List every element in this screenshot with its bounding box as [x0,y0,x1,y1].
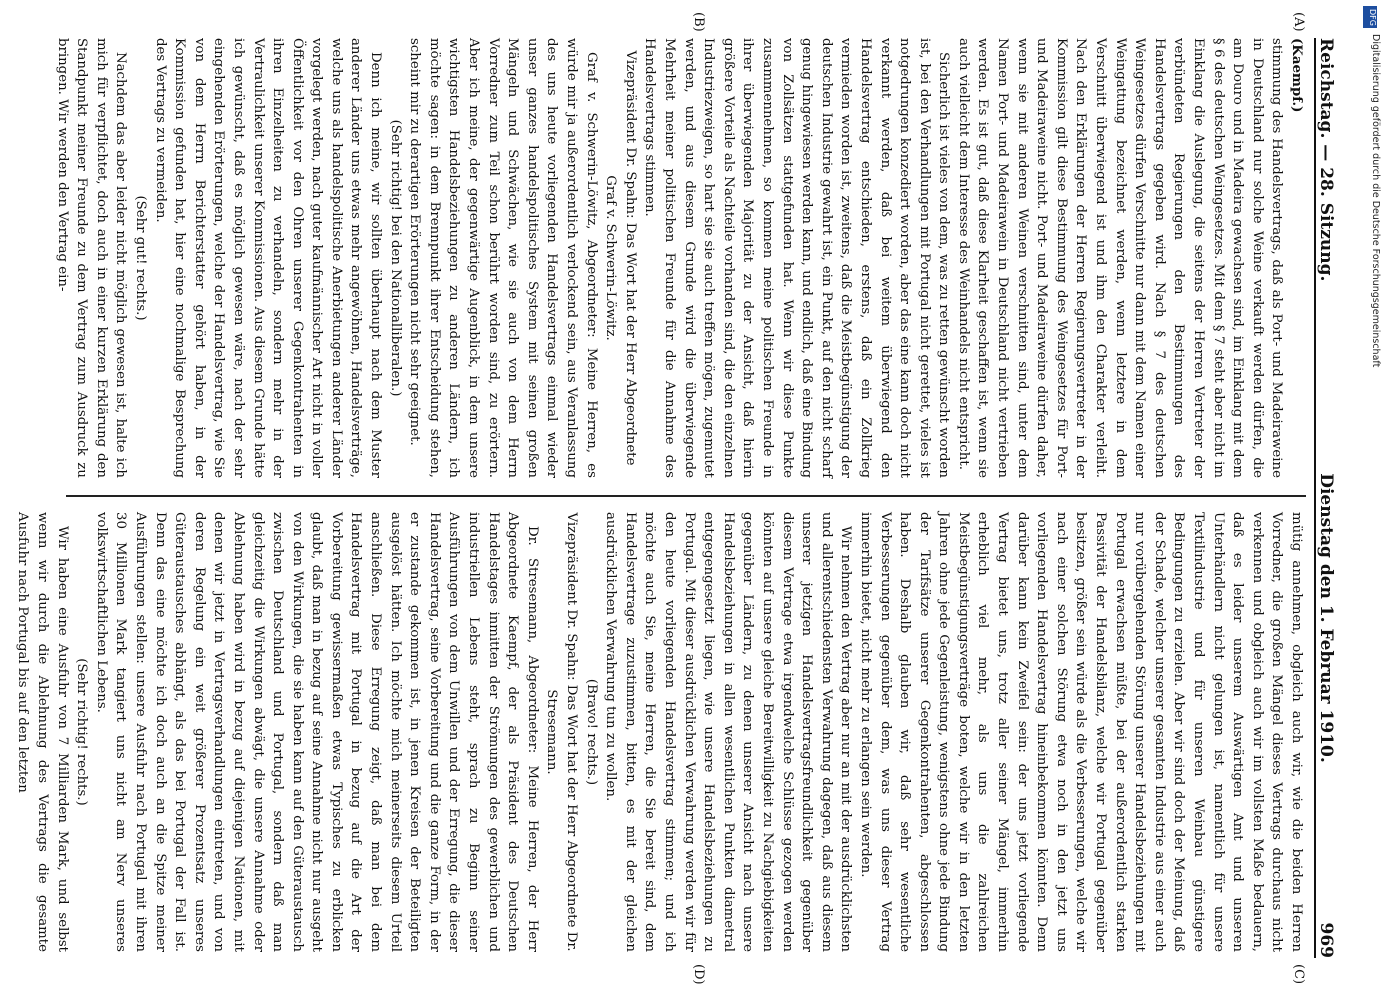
dfg-stamp: DFG [1363,6,1377,28]
paragraph: Graf v. Schwerin-Löwitz, Abgeordneter: Meine Herren, es würde mir ja außerordentlich verlockend sein, aus Veranlassung des uns heute vorliegenden Handelsvertrags einmal wieder unser ganzes handelspolitisches System mit seinen großen Mängeln und Schwächen, wie sie auch von dem Herrn Vorredner zum Teil schon berührt worden sind, zu erörtern. Aber ich meine, der gegenwärtige Augenblick, in dem unsere wichtigsten Handelsbeziehungen zu anderen Ländern, ich möchte sagen: in dem Brennpunkt ihrer Entscheidung stehen, scheint mir zu derartigen Erörterungen nicht sehr geeignet. [407,38,599,478]
speaker-tag: (Kaempf.) [1289,38,1304,113]
column-right [15,512,1306,952]
margin-marker-d: (D) [691,964,706,985]
chair-announcement: Vizepräsident Dr. Spahn: Das Wort hat der Herr Abgeordnete Graf v. Schwerin-Löwitz. [603,50,638,466]
interjection: (Sehr richtig! bei den Nationalliberalen.) [387,119,403,397]
page-header [1314,38,1346,958]
interjection: (Sehr richtig! rechts.) [74,658,90,806]
interjection: (Bravo! rechts.) [583,678,599,786]
paragraph: Wir nehmen den Vertrag aber nur an mit der ausdrücklichsten und allerentschiedensten Verwahrung dagegen, daß aus diesem unserer jetzigen Handelsvertragsfreundlichkeit gegenüber diesem Vertrage etwa irgendwelche Schlüsse gezogen werden könnten auf unsere gleiche Bereitwilligkeit zu Nachgiebigkeiten gegenüber Ländern, zu denen unserer Ansicht nach unsere Handelsbeziehungen in allen wesentlichen Punkten diametral entgegengesetzt liegen, wie unsere Handelsbeziehungen zu Portugal. Mit dieser ausdrücklichen Verwahrung werden wir für den heute vorliegenden Handelsvertrag stimmen; und ich möchte auch Sie, meine Herren, die Sie bereit sind, dem Handelsvertrage zuzustimmen, bitten, es mit der gleichen ausdrücklichen Verwahrung tun zu wollen. [603,512,854,952]
chair-announcement: Vizepräsident Dr. Spahn: Das Wort hat der Herr Abgeordnete Dr. Stresemann. [544,512,580,952]
digitization-credit: Digitalisierung gefördert durch die Deutsche Forschungsgemeinschaft [1370,34,1381,368]
page-number: 969 [1316,922,1336,958]
margin-marker-c: (C) [1291,964,1306,985]
rotated-page-content [15,12,1346,985]
paragraph: Nachdem das aber leider nicht möglich gewesen ist, halte ich mich für verpflichtet, doch auch in einer kurzen Erklärung den Standpunkt meiner Freunde zu dem Vertrag zum Ausdruck zu bringen. Wir werden den Vertrag ein- [54,38,129,478]
interjection: (Sehr gut! rechts.) [132,195,148,321]
margin-marker-a: (A) [1291,12,1306,32]
paragraph: Sicherlich ist vieles von dem, was zu retten gewünscht worden ist, bei den Verhandlungen mit Portugal nicht gerettet, vieles ist notgedrungen konzediert worden, aber das eine kann doch nicht verkannt werden, daß bei weitem überwiegend den Handelsvertrag entschieden, erstens, daß ein Zollkrieg vermieden worden ist, zweitens, daß die Meistbegünstigung der deutschen Industrie gewahrt ist, ein Punkt, auf den nicht scharf genug hingewiesen werden kann, und endlich, daß eine Bindung von Zollsätzen stattgefunden hat. Wenn wir diese Punkte zusammennehmen, so kommen meine politischen Freunde in ihrer überwiegenden Majorität zu der Ansicht, daß hierin größere Vorteile als Nachteile vorhanden sind, die den einzelnen Industriezweigen, so hart sie sie auch treffen mögen, zugemutet werden, und aus diesem Grunde wird die überwiegende Mehrheit meiner politischen Freunde für die Annahme des Handelsvertrags stimmen. [642,38,952,478]
paragraph: stimmung des Handelsvertrags, daß als Port- und Madeiraweine in Deutschland nur solche Weine verkauft werden dürfen, die am Douro und in Madeira gewachsen sind, im Einklang mit dem § 6 des deutschen Weingesetzes. Mit dem § 7 steht aber nicht im Einklang die Auslegung, die seitens der Herren Vertreter der verbündeten Regierungen den Bestimmungen des Handelsvertrags gegeben wird. Nach § 7 des deutschen Weingesetzes dürfen Verschnitte nur dann mit dem Namen einer Weingattung bezeichnet werden, wenn letztere in dem Verschnitt überwiegend ist und ihm den Charakter verleiht. Nach den Erklärungen der Herren Regierungsvertreter in der Kommission gilt diese Bestimmung des Weingesetzes für Port- und Madeiraweine nicht. Port- und Madeiraweine dürfen daher, wenn sie mit anderen Weinen verschnitten sind, unter dem Namen Port- und Madeirawein in Deutschland nicht vertrieben werden. Es ist gut, daß diese Klarheit geschaffen ist, wenn sie auch vielleicht dem Interesse des Weinhandels nicht entspricht. [955,38,1285,478]
paragraph: Denn ich meine, wir sollten überhaupt nach dem Muster anderer Länder uns etwas mehr angewöhnen, Handelsverträge, welche uns als handelspolitische Anerbietungen anderer Länder vorgelegt werden, nach guter kaufmännischer Art nicht in voller Öffentlichkeit vor den Ohren unserer Gegenkontrahenten in ihren Einzelheiten zu verhandeln, sondern mehr in der Vertraulichkeit unserer Kommissionen. Aus diesem Grunde hätte ich gewünscht, daß es möglich gewesen wäre, nach der sehr eingehenden Erörterungen, welche der Handelsvertrag, wie Sie von dem Herrn Berichterstatter gehört haben, in der Kommission gefunden hat, hier eine nochmalige Besprechung des Vertrags zu vermeiden. [152,38,384,478]
paragraph: Dr. Stresemann, Abgeordneter: Meine Herren, der Herr Abgeordnete Kaempf, der als Präsident des Deutschen Handelstages inmitten der Strömungen des gewerblichen und industriellen Lebens steht, sprach zu Beginn seiner Ausführungen von dem Unwillen und der Erregung, die dieser Handelsvertrag, seine Vorbereitung und die ganze Form, in der er zustande gekommen ist, in jenen Kreisen der Beteiligten ausgelöst hätten. Ich möchte mich meinerseits diesem Urteil anschließen. Diese Erregung zeigt, daß man bei dem Handelsvertrag mit Portugal in bezug auf die Art der Vorbereitung gewissermaßen etwas Typisches zu erblicken glaubt, daß man in bezug auf seine Annahme nicht nur ausgeht von den Wirkungen, die sie haben kann auf den Güteraustausch zwischen Deutschland und Portugal, sondern daß man gleichzeitig die Wirkungen abwägt, die unsere Annahme oder Ablehnung haben wird in bezug auf diejenigen Nationen, mit denen wir jetzt in Vertragsverhandlungen eintreten, und von deren Regelung ein weit größerer Prozentsatz unseres Güteraustausches abhängt, als das bei Portugal der Fall ist. Denn das eine möchte ich doch auch an die Spitze meiner Ausführungen stellen: unsere Ausfuhr nach Portugal mit ihren 30 Millionen Mark tangiert uns nicht am Nerv unseres volkswirtschaftlichen Lebens. [93,512,540,952]
margin-marker-b: (B) [691,12,706,32]
column-left [54,38,1306,478]
paragraph: Wir haben eine Ausfuhr von 7 Milliarden Mark, und selbst wenn wir durch die Ablehnung des Vertrags die gesamte Ausfuhr nach Portugal bis auf den letzten [15,512,70,952]
header-session: Reichstag. — 28. Sitzung. [1316,38,1336,282]
header-date: Dienstag den 1. Februar 1910. [1316,473,1336,763]
column-divider [66,495,1306,497]
paragraph: mütig annehmen, obgleich auch wir, wie die beiden Herren Vorredner, die großen Mängel dieses Vertrags durchaus nicht verkennen und obgleich auch wir im vollsten Maße bedauern, daß es leider unserem Auswärtigen Amt und unseren Unterhändlern nicht gelungen ist, namentlich für unsere Textilindustrie und für unseren Weinbau günstigere Bedingungen zu erzielen. Aber wir sind doch der Meinung, daß der Schade, welcher unserer gesamten Industrie aus einer auch nur vorübergehenden Störung unserer Handelsbeziehungen mit Portugal erwachsen müßte, bei der außerordentlich starken Passivität der Handelsbilanz, welche wir Portugal gegenüber besitzen, größer sein würde als die Verbesserungen, welche wir nach einer solchen Störung etwa noch in den jetzt uns vorliegenden Handelsvertrag hineinbekommen könnten. Denn darüber kann kein Zweifel sein: der uns jetzt vorliegende Vertrag bietet uns, trotz aller seiner Mängel, immerhin erheblich viel mehr, als uns die zahlreichen Meistbegünstigungsverträge boten, welche wir in den letzten Jahren ohne jede Gegenleistung, wenigstens ohne jede Bindung der Tarifsätze unserer Gegenkontrahenten, abgeschlossen haben. Deshalb glauben wir, daß sehr wesentliche Verbesserungen gegenüber dem, was uns dieser Vertrag immerhin bietet, nicht mehr zu erlangen sein werden. [857,512,1304,952]
